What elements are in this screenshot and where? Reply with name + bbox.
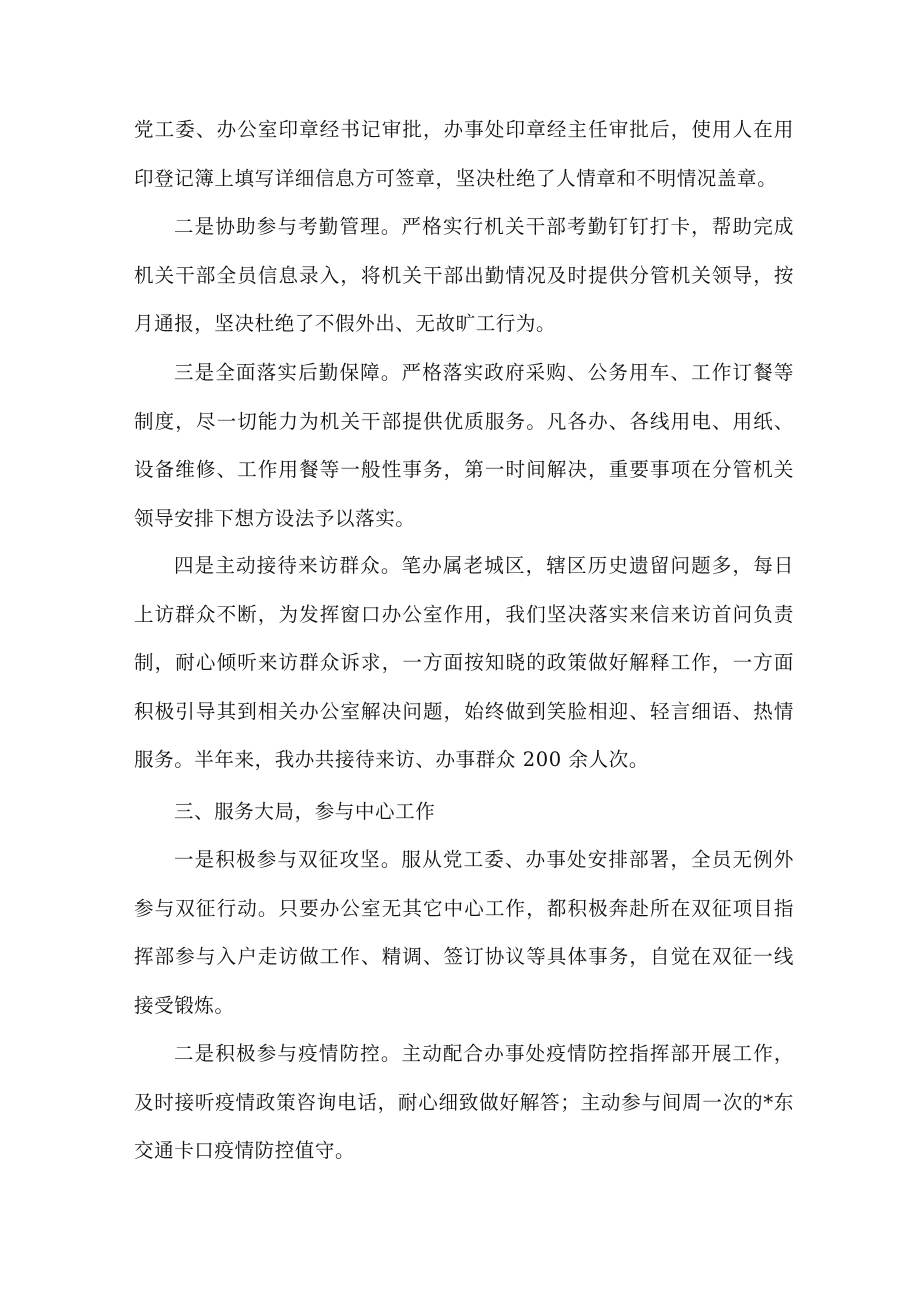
section-heading: 三、服务大局，参与中心工作	[174, 800, 436, 823]
paragraph-logistics: 三是全面落实后勤保障。严格落实政府采购、公务用车、工作订餐等制度，尽一切能力为机关干部提供优质服务。凡各办、各线用电、用纸、设备维修、工作用餐等一般性事务，第一时间解决，重要事项在分管机关领导安排下想方设法予以落实。	[134, 361, 794, 530]
paragraph-attendance: 二是协助参与考勤管理。严格实行机关干部考勤钉钉打卡，帮助完成机关干部全员信息录入，将机关干部出勤情况及时提供分管机关领导，按月通报，坚决杜绝了不假外出、无故旷工行为。	[134, 215, 794, 335]
paragraph-seal-approval: 党工委、办公室印章经书记审批，办事处印章经主任审批后，使用人在用印登记簿上填写详细信息方可签章，坚决杜绝了人情章和不明情况盖章。	[134, 118, 794, 190]
paragraph-epidemic-control: 二是积极参与疫情防控。主动配合办事处疫情防控指挥部开展工作，及时接听疫情政策咨询电话，耐心细致做好解答；主动参与间周一次的*东交通卡口疫情防控值守。	[134, 1042, 794, 1162]
paragraph-reception: 四是主动接待来访群众。笔办属老城区，辖区历史遗留问题多，每日上访群众不断，为发挥窗口办公室作用，我们坚决落实来信来访首问负责制，耐心倾听来访群众诉求，一方面按知晓的政策做好解释工作，一方面积极引导其到相关办公室解决问题，始终做到笑脸相迎、轻言细语、热情服务。半年来，我办共接待来访、办事群众 200 余人次。	[134, 554, 794, 771]
paragraph-dual-acquisition: 一是积极参与双征攻坚。服从党工委、办事处安排部署，全员无例外参与双征行动。只要办公室无其它中心工作，都积极奔赴所在双征项目指挥部参与入户走访做工作、精调、签订协议等具体事务，自觉在双征一线接受锻炼。	[134, 848, 794, 1017]
